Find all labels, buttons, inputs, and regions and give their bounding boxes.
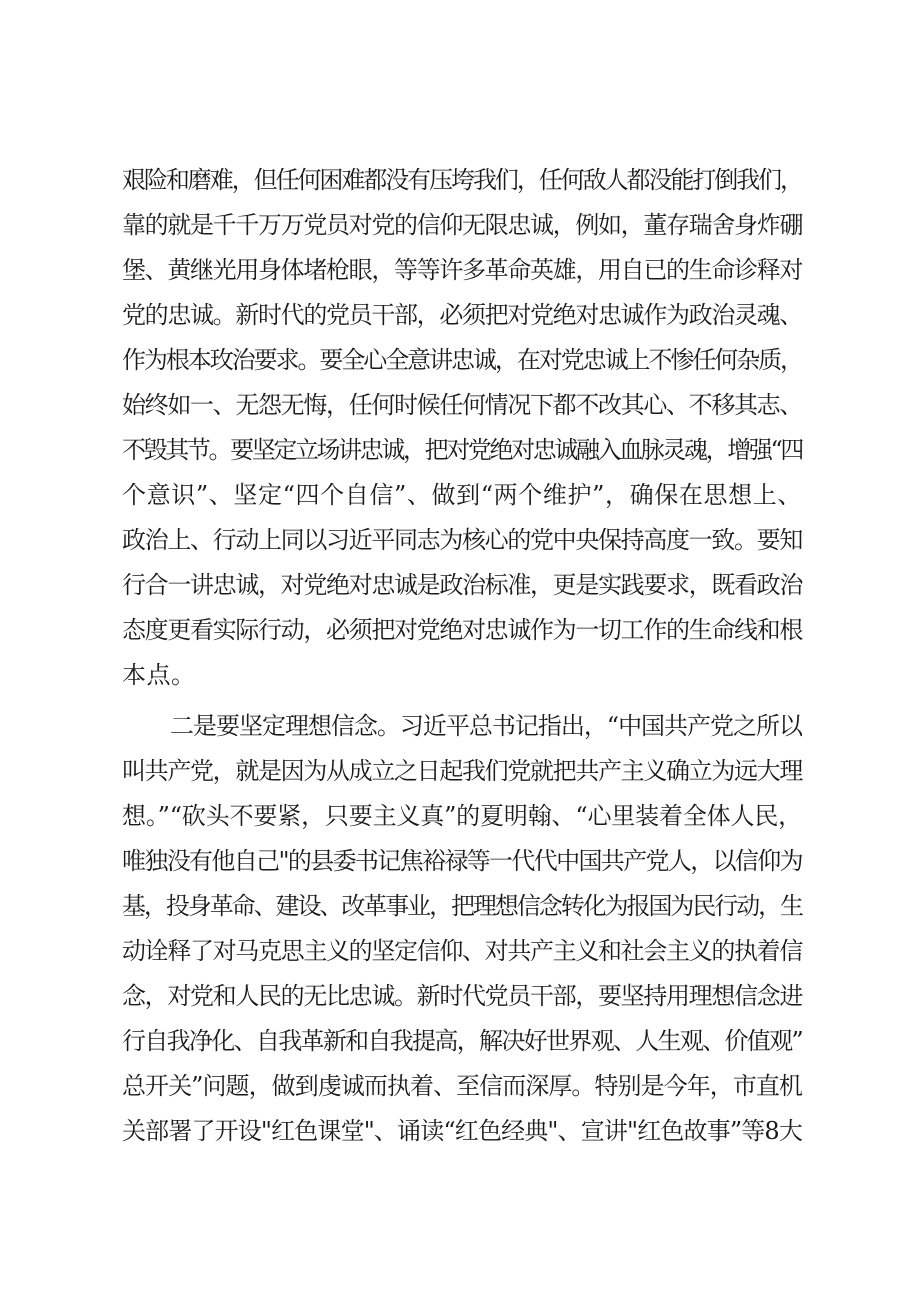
text-line: 总开关”问题，做到虔诚而执着、至信而深厚。特别是今年，市直机 (122, 1072, 802, 1100)
text-line: 关部署了开设"红色课堂"、诵读“红色经典"、宣讲"红色故事”等8大 (122, 1117, 802, 1145)
text-line: 行自我净化、自我革新和自我提高，解决好世界观、人生观、价值观” (122, 1027, 802, 1055)
text-line: 靠的就是千千万万党员对党的信仰无限忠诚，例如，董存瑞舍身炸硼 (122, 211, 802, 239)
text-line: 唯独没有他自己"的县委书记焦裕禄等一代代中国共产党人，以信仰为 (122, 847, 802, 875)
text-line: 叫共产党，就是因为从成立之日起我们党就把共产主义确立为远大理 (122, 757, 802, 785)
text-line: 念，对党和人民的无比忠诚。新时代党员干部，要坚持用理想信念进 (122, 982, 802, 1010)
text-line: 态度更看实际行动，必须把对党绝对忠诚作为一切工作的生命线和根 (122, 616, 802, 644)
text-line: 想。”“砍头不要紧，只要主义真”的夏明翰、“心里装着全体人民， (122, 802, 802, 830)
text-line: 党的忠诚。新时代的党员干部，必须把对党绝对忠诚作为政治灵魂、 (122, 301, 802, 329)
text-line: 基，投身革命、建设、改革事业，把理想信念转化为报国为民行动，生 (122, 892, 802, 920)
text-line: 本点。 (122, 661, 196, 689)
text-line: 二是要坚定理想信念。习近平总书记指出，“中国共产党之所以 (170, 712, 802, 740)
text-line: 动诠释了对马克思主义的坚定信仰、对共产主义和社会主义的执着信 (122, 937, 802, 965)
text-line: 个意识”、坚定“四个自信”、做到“两个维护”，确保在思想上、 (122, 481, 802, 509)
text-line: 作为根本玫治要求。要全心全意讲忠诚，在对党忠诚上不惨任何杂质， (122, 346, 802, 374)
text-line: 堡、黄继光用身体堵枪眼，等等许多革命英雄，用自已的生命诊释对 (122, 256, 802, 284)
text-line: 始终如一、无怨无悔，任何时候任何情况下都不改其心、不移其志、 (122, 391, 802, 419)
text-line: 不毁其节。要坚定立场讲忠诚，把对党绝对忠诚融入血脉灵魂，增强“四 (122, 436, 802, 464)
text-line: 行合一讲忠诚，对党绝对忠诚是政治标准，更是实践要求，既看政治 (122, 571, 802, 599)
text-line: 政治上、行动上同以习近平同志为核心的党中央保持高度一致。要知 (122, 526, 802, 554)
text-line: 艰险和磨难，但任何困难都没有压垮我们，任何敌人都没能打倒我们， (122, 166, 802, 194)
